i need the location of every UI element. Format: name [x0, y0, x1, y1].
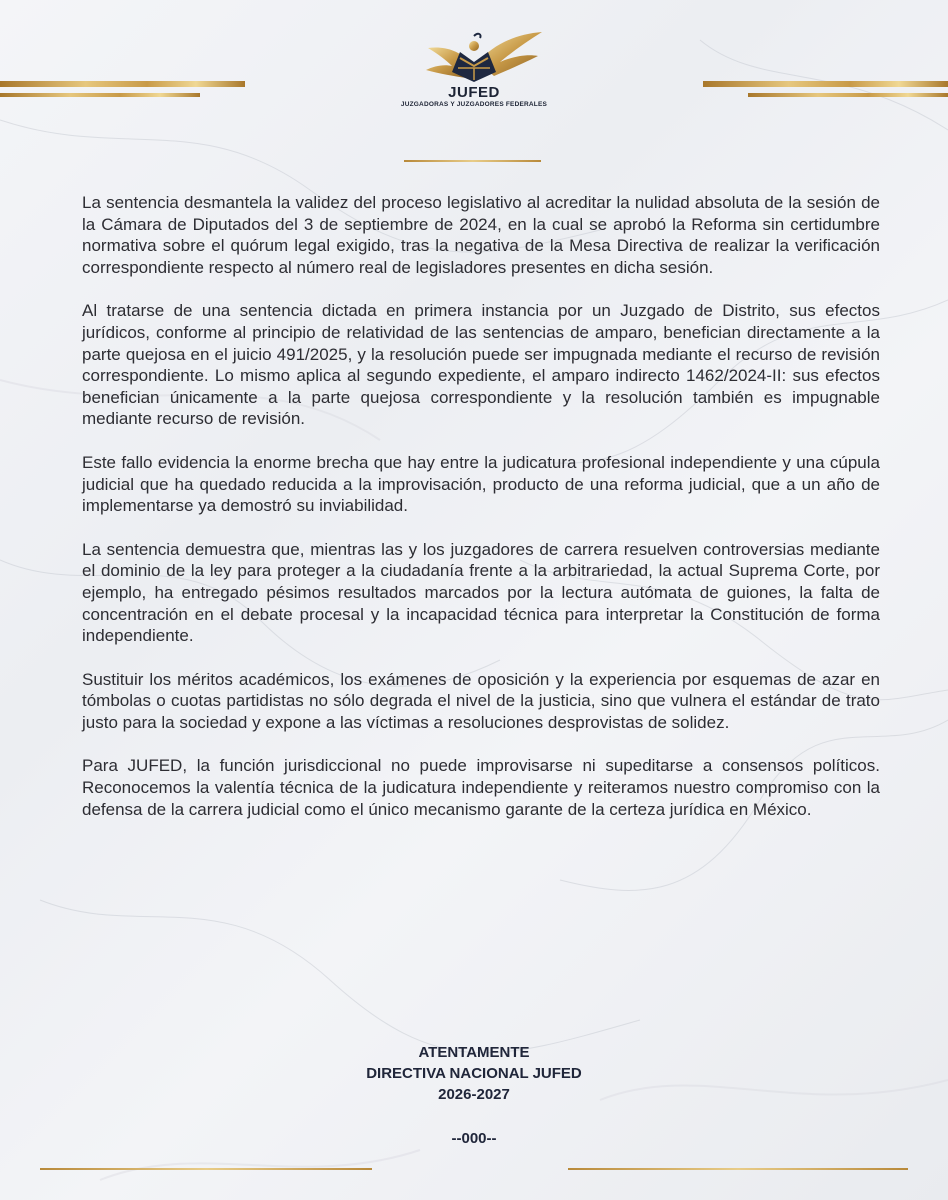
- header-right-gold-bar-lower: [748, 93, 948, 97]
- footer-right-gold-line: [568, 1168, 908, 1170]
- paragraph-5: Sustituir los méritos académicos, los exámenes de oposición y la experiencia por esquemas de azar en tómbolas o cuotas partidistas no sólo degrada el nivel de la justicia, sino que vulnera el estándar de trato justo para la sociedad y expone a las víctimas a resoluciones desprovistas de solidez.: [82, 669, 880, 732]
- paragraph-6: Para JUFED, la función jurisdiccional no puede improvisarse ni supeditarse a consensos políticos. Reconocemos la valentía técnica de la judicatura independiente y reiteramos nuestro compromiso con la defensa de la carrera judicial como el único mecanismo garante de la certeza jurídica en México.: [82, 756, 880, 819]
- paragraph-2: Al tratarse de una sentencia dictada en primera instancia por un Juzgado de Distrito, sus efectos jurídicos, conforme al principio de relatividad de las sentencias de amparo, benefician directamente a la parte quejosa en el juicio 491/2025, y la resolución puede ser impugnada mediante el recurso de revisión correspondiente. Lo mismo aplica al segundo expediente, el amparo indirecto 1462/2024-II: sus efectos benefician únicamente a la parte quejosa correspondiente y la resolución también es impugnable mediante recurso de revisión.: [82, 301, 880, 429]
- logo-subtitle: JUZGADORAS Y JUZGADORES FEDERALES: [400, 101, 548, 108]
- paragraph-4: La sentencia demuestra que, mientras las y los juzgadores de carrera resuelven controversias mediante el dominio de la ley para proteger a la ciudadanía frente a la arbitrariedad, la actual Suprema Corte, por ejemplo, ha entregado pésimos resultados marcados por la lectura autómata de guiones, la falta de concentración en el debate procesal y la incapacidad técnica para interpretar la Constitución de forma independiente.: [82, 539, 880, 646]
- paragraph-3: Este fallo evidencia la enorme brecha que hay entre la judicatura profesional independiente y una cúpula judicial que ha quedado reducida a la improvisación, producto de una reforma judicial, que a un año de implementarse ya demostró su inviabilidad.: [82, 452, 880, 516]
- header-divider: [404, 160, 541, 162]
- logo-wordmark: JUFED: [448, 84, 500, 101]
- letterhead: [0, 0, 948, 170]
- footer-left-gold-line: [40, 1168, 372, 1170]
- signature-block: [0, 1042, 948, 1105]
- header-left-gold-bar-lower: [0, 93, 200, 97]
- letter-body: [82, 192, 880, 842]
- closing-mark: --000--: [451, 1130, 497, 1147]
- header-left-gold-bar: [0, 81, 245, 87]
- signature-line-1: ATENTAMENTE: [418, 1044, 530, 1061]
- signature-line-2: DIRECTIVA NACIONAL JUFED: [366, 1065, 582, 1082]
- signature-line-3: 2026-2027: [438, 1086, 510, 1103]
- paragraph-1: La sentencia desmantela la validez del proceso legislativo al acreditar la nulidad absoluta de la sesión de la Cámara de Diputados del 3 de septiembre de 2024, en la cual se aprobó la Reforma sin certidumbre normativa sobre el quórum legal exigido, tras la negativa de la Mesa Directiva de realizar la verificación correspondiente respecto al número real de legisladores presentes en dicha sesión.: [82, 193, 880, 277]
- header-right-gold-bar: [703, 81, 948, 87]
